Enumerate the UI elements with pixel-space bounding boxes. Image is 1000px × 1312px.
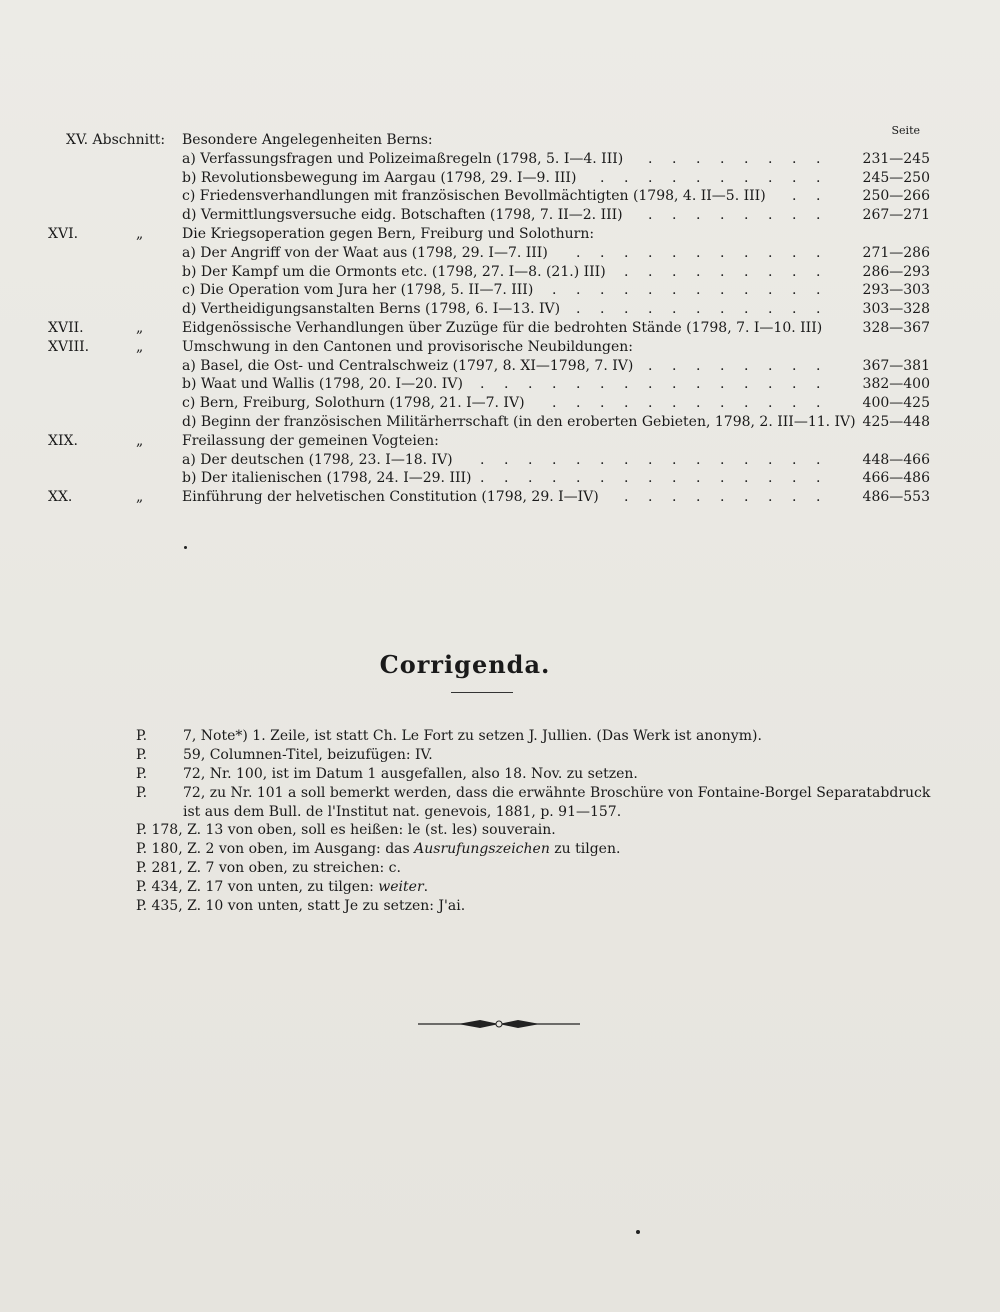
leader-dots: . . . . . . . . bbox=[648, 357, 821, 374]
corrigendum-text: P. 178, Z. 13 von oben, soll es heißen: le (st. les) souverain. bbox=[136, 822, 556, 839]
page-range: 466—486 bbox=[862, 470, 930, 487]
leader-dots: . . . . . . . . . . . . . . . bbox=[480, 470, 821, 487]
entry-title: c) Friedensverhandlungen mit französischen Bevollmächtigten (1798, 4. II—5. III) bbox=[182, 188, 766, 205]
toc-row bbox=[0, 488, 1000, 507]
heading-rule bbox=[451, 692, 513, 693]
leader-dots: . . . . . . . . . . . . bbox=[552, 282, 821, 299]
entry-title: c) Die Operation vom Jura her (1798, 5. II—7. III) bbox=[182, 282, 534, 299]
corrigendum-ref: P. bbox=[136, 728, 148, 744]
entry-title: Umschwung in den Cantonen und provisorische Neubildungen: bbox=[182, 338, 634, 355]
toc-row bbox=[0, 281, 1000, 300]
entry-title: c) Bern, Freiburg, Solothurn (1798, 21. I—7. IV) bbox=[182, 395, 525, 412]
corrigendum-row bbox=[0, 727, 1000, 746]
leader-dots: . . . . . . . . bbox=[648, 150, 821, 167]
ditto-mark: „ bbox=[136, 225, 144, 242]
section-number: XIX. bbox=[48, 432, 78, 449]
page-range: 250—266 bbox=[862, 188, 930, 205]
corrigendum-text: P. 281, Z. 7 von oben, zu streichen: c. bbox=[136, 860, 401, 877]
toc-row bbox=[0, 375, 1000, 394]
toc-row bbox=[0, 225, 1000, 244]
leader-dots: . . . . . . . . . . . bbox=[576, 244, 821, 261]
page-range: 271—286 bbox=[862, 244, 930, 261]
toc-row bbox=[0, 394, 1000, 413]
corrigendum-ref: P. bbox=[136, 746, 148, 763]
corrigendum-row bbox=[0, 821, 1000, 840]
ditto-mark: „ bbox=[136, 432, 144, 449]
corrigendum-row bbox=[0, 897, 1000, 916]
entry-title: a) Basel, die Ost- und Centralschweiz (1797, 8. XI—1798, 7. IV) bbox=[182, 357, 634, 374]
leader-dots: . . . . . . . . . . . . . . . bbox=[480, 451, 821, 468]
page-range: 245—250 bbox=[862, 169, 930, 186]
toc-row bbox=[0, 469, 1000, 488]
section-number: XVIII. bbox=[48, 338, 90, 355]
corrigendum-text: 7, Note*) 1. Zeile, ist statt Ch. Le Fort zu setzen J. Jullien. (Das Werk ist anonym). bbox=[183, 728, 762, 744]
toc-row bbox=[0, 319, 1000, 338]
page-column-header: Seite bbox=[891, 124, 920, 137]
corrigenda-list bbox=[0, 727, 1000, 916]
page-range: 303—328 bbox=[862, 301, 930, 318]
corrigendum-row bbox=[0, 803, 1000, 822]
ink-speck bbox=[636, 1230, 640, 1234]
leader-dots: . . bbox=[792, 188, 821, 205]
entry-title: d) Beginn der französischen Militärherrschaft (in den eroberten Gebieten, 1798, 2. III—11. IV) bbox=[182, 413, 856, 430]
corrigendum-text: 59, Columnen-Titel, beizufügen: IV. bbox=[183, 746, 433, 763]
section-number: XVII. bbox=[48, 319, 84, 336]
page-range: 425—448 bbox=[862, 413, 930, 430]
ornament-divider bbox=[418, 1018, 580, 1030]
page-range: 231—245 bbox=[862, 150, 930, 167]
ditto-mark: „ bbox=[136, 319, 144, 336]
section-number: XV. Abschnitt: bbox=[66, 132, 166, 148]
entry-title: Besondere Angelegenheiten Berns: bbox=[182, 132, 433, 148]
entry-title: a) Der Angriff von der Waat aus (1798, 29. I—7. III) bbox=[182, 244, 548, 261]
toc-row bbox=[0, 413, 1000, 432]
corrigendum-text bbox=[136, 840, 620, 859]
leader-dots: . . . . . . . . . bbox=[624, 263, 821, 280]
corrigendum-ref: P. bbox=[136, 765, 148, 782]
corrigendum-italic: weiter bbox=[378, 879, 424, 896]
entry-title: b) Der italienischen (1798, 24. I—29. III) bbox=[182, 470, 472, 487]
page-range: 486—553 bbox=[862, 489, 930, 506]
leader-dots: . . . . . . . . . . bbox=[600, 169, 821, 186]
page-range: 448—466 bbox=[862, 451, 930, 468]
page-range: 400—425 bbox=[862, 395, 930, 412]
toc-row bbox=[0, 300, 1000, 319]
section-number: XX. bbox=[48, 489, 73, 506]
entry-title: a) Verfassungsfragen und Polizeimaßregeln (1798, 5. I—4. III) bbox=[182, 150, 624, 167]
entry-title: Freilassung der gemeinen Vogteien: bbox=[182, 432, 439, 449]
ditto-mark: „ bbox=[136, 338, 144, 355]
entry-title: d) Vertheidigungsanstalten Berns (1798, 6. I—13. IV) bbox=[182, 301, 561, 318]
corrigendum-italic: Ausrufungszeichen bbox=[414, 841, 550, 858]
corrigendum-text: ist aus dem Bull. de l'Institut nat. genevois, 1881, p. 91—157. bbox=[183, 803, 622, 820]
page-range: 267—271 bbox=[862, 207, 930, 224]
leader-dots: . . . . . . . . . . . . . . . bbox=[480, 376, 821, 393]
ink-speck bbox=[184, 546, 187, 549]
corrigenda-title: Corrigenda. bbox=[379, 650, 551, 679]
corrigendum-text: 72, zu Nr. 101 a soll bemerkt werden, dass die erwähnte Broschüre von Fontaine-Borgel Separatabdruck bbox=[183, 784, 931, 801]
corrigendum-text: P. 435, Z. 10 von unten, statt Je zu setzen: J'ai. bbox=[136, 898, 466, 915]
leader-dots: . . . . . . . . . bbox=[624, 489, 821, 506]
toc-row bbox=[0, 244, 1000, 263]
entry-title: Eidgenössische Verhandlungen über Zuzüge für die bedrohten Stände (1798, 7. I—10. III) bbox=[182, 319, 823, 336]
corrigendum-row bbox=[0, 746, 1000, 765]
leader-dots: . . . . . . . . . . . . bbox=[552, 395, 821, 412]
toc-row bbox=[0, 432, 1000, 451]
entry-title: b) Der Kampf um die Ormonts etc. (1798, 27. I—8. (21.) III) bbox=[182, 263, 606, 280]
entry-title: a) Der deutschen (1798, 23. I—18. IV) bbox=[182, 451, 453, 468]
toc-row bbox=[0, 263, 1000, 282]
corrigendum-row bbox=[0, 840, 1000, 859]
entry-title: b) Revolutionsbewegung im Aargau (1798, 29. I—9. III) bbox=[182, 169, 577, 186]
page-range: 367—381 bbox=[862, 357, 930, 374]
corrigendum-row bbox=[0, 878, 1000, 897]
toc-row bbox=[0, 187, 1000, 206]
corrigendum-text bbox=[136, 878, 428, 897]
corrigendum-text-part: . bbox=[423, 879, 429, 896]
entry-title: b) Waat und Wallis (1798, 20. I—20. IV) bbox=[182, 376, 463, 393]
corrigendum-ref: P. bbox=[136, 784, 148, 801]
entry-title: d) Vermittlungsversuche eidg. Botschaften (1798, 7. II—2. III) bbox=[182, 207, 623, 224]
ditto-mark: „ bbox=[136, 489, 144, 506]
corrigendum-row bbox=[0, 859, 1000, 878]
corrigenda-heading bbox=[0, 650, 1000, 679]
corrigendum-row bbox=[0, 784, 1000, 803]
page-range: 293—303 bbox=[862, 282, 930, 299]
page-range: 286—293 bbox=[862, 263, 930, 280]
corrigendum-text-part: P. 434, Z. 17 von unten, zu tilgen: bbox=[136, 879, 379, 896]
entry-title: Die Kriegsoperation gegen Bern, Freiburg und Solothurn: bbox=[182, 225, 595, 242]
toc-row bbox=[0, 150, 1000, 169]
entry-title: Einführung der helvetischen Constitution (1798, 29. I—IV) bbox=[182, 489, 599, 506]
corrigendum-row bbox=[0, 765, 1000, 784]
corrigendum-text-part: zu tilgen. bbox=[549, 841, 621, 858]
toc-row bbox=[0, 357, 1000, 376]
section-number: XVI. bbox=[48, 225, 79, 242]
toc-row bbox=[0, 206, 1000, 225]
table-of-contents bbox=[0, 131, 1000, 507]
corrigendum-text: 72, Nr. 100, ist im Datum 1 ausgefallen, also 18. Nov. zu setzen. bbox=[183, 765, 638, 782]
toc-row bbox=[0, 451, 1000, 470]
page-range: 382—400 bbox=[862, 376, 930, 393]
corrigendum-text-part: P. 180, Z. 2 von oben, im Ausgang: das bbox=[136, 841, 415, 858]
toc-row bbox=[0, 338, 1000, 357]
page-range: 328—367 bbox=[862, 319, 930, 336]
toc-row bbox=[0, 169, 1000, 188]
leader-dots: . . . . . . . . . . . bbox=[576, 301, 821, 318]
toc-row bbox=[0, 131, 1000, 150]
leader-dots: . . . . . . . . bbox=[648, 207, 821, 224]
